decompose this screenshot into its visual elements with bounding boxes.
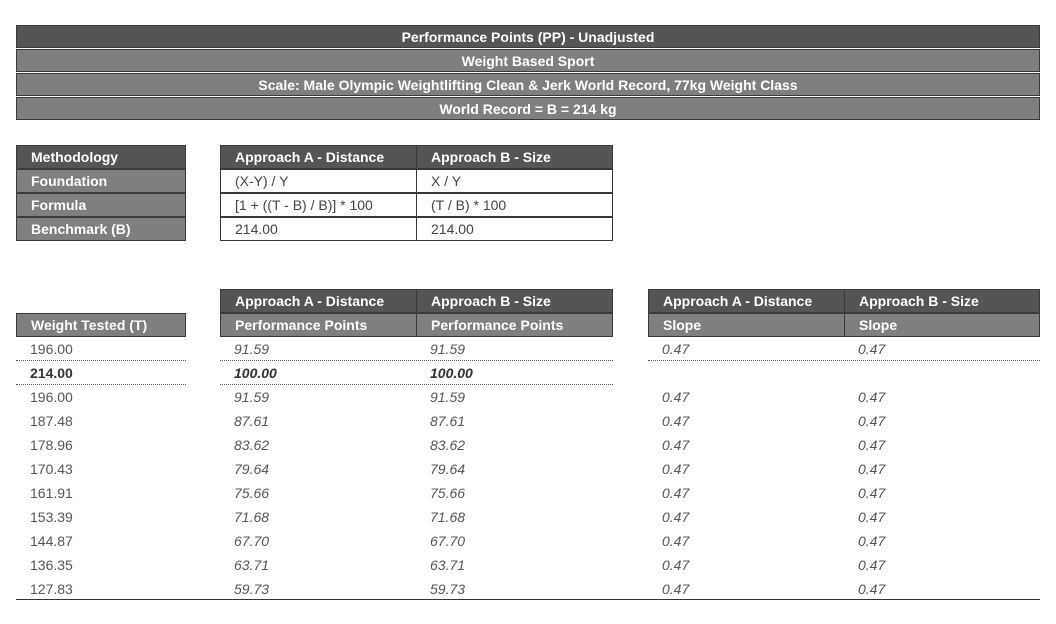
weight-cell: 136.35 xyxy=(30,557,73,573)
weight-cell: 178.96 xyxy=(30,437,73,453)
benchmark-label: Benchmark (B) xyxy=(16,217,186,241)
approach-b-benchmark: 214.00 xyxy=(416,217,613,241)
pp-a-cell: 87.61 xyxy=(234,413,270,429)
table-bottom-border xyxy=(16,599,1040,600)
weight-cell: 161.91 xyxy=(30,485,73,501)
slope-b-cell: 0.47 xyxy=(858,557,886,573)
pp-b-cell: 75.66 xyxy=(430,485,466,501)
row-divider xyxy=(648,360,1040,361)
weight-cell: 153.39 xyxy=(30,509,73,525)
methodology-label: Methodology xyxy=(16,145,186,169)
slope-approach-b-header: Approach B - Size xyxy=(844,289,1040,313)
sport-type-banner: Weight Based Sport xyxy=(16,49,1040,72)
formula-label: Formula xyxy=(16,193,186,217)
pp-a-cell: 59.73 xyxy=(234,581,270,597)
weight-tested-header: Weight Tested (T) xyxy=(16,313,186,337)
slope-b-cell xyxy=(844,361,1040,385)
pp-b-cell: 79.64 xyxy=(430,461,466,477)
world-record-banner: World Record = B = 214 kg xyxy=(16,97,1040,120)
slope-b-cell: 0.47 xyxy=(858,533,886,549)
pp-a-cell: 71.68 xyxy=(234,509,270,525)
pp-approach-a-subheader: Performance Points xyxy=(220,313,417,337)
method-approach-b-header: Approach B - Size xyxy=(416,145,613,169)
pp-a-cell: 83.62 xyxy=(234,437,270,453)
slope-a-cell: 0.47 xyxy=(662,581,690,597)
weight-cell: 144.87 xyxy=(30,533,73,549)
pp-a-cell: 75.66 xyxy=(234,485,270,501)
row-divider xyxy=(220,384,613,385)
pp-a-cell: 67.70 xyxy=(234,533,270,549)
slope-approach-a-subheader: Slope xyxy=(648,313,845,337)
pp-b-cell: 67.70 xyxy=(430,533,466,549)
weight-cell: 196.00 xyxy=(30,341,73,357)
slope-a-cell: 0.47 xyxy=(662,413,690,429)
slope-b-cell: 0.47 xyxy=(858,485,886,501)
approach-b-formula: (T / B) * 100 xyxy=(416,193,613,217)
pp-approach-a-header: Approach A - Distance xyxy=(220,289,417,313)
slope-a-cell: 0.47 xyxy=(662,341,690,357)
slope-b-cell: 0.47 xyxy=(858,341,886,357)
slope-a-cell: 0.47 xyxy=(662,461,690,477)
pp-b-cell: 87.61 xyxy=(430,413,466,429)
approach-b-foundation: X / Y xyxy=(416,169,613,193)
scale-banner: Scale: Male Olympic Weightlifting Clean & Jerk World Record, 77kg Weight Class xyxy=(16,73,1040,96)
slope-approach-a-header: Approach A - Distance xyxy=(648,289,845,313)
slope-a-cell: 0.47 xyxy=(662,533,690,549)
slope-b-cell: 0.47 xyxy=(858,509,886,525)
pp-a-cell: 100.00 xyxy=(234,365,277,381)
pp-a-cell: 79.64 xyxy=(234,461,270,477)
weight-cell: 196.00 xyxy=(30,389,73,405)
row-divider xyxy=(220,360,613,361)
pp-b-cell: 59.73 xyxy=(430,581,466,597)
approach-a-formula: [1 + ((T - B) / B)] * 100 xyxy=(220,193,417,217)
pp-b-cell: 91.59 xyxy=(430,341,466,357)
pp-b-cell: 63.71 xyxy=(430,557,466,573)
slope-a-cell: 0.47 xyxy=(662,557,690,573)
slope-b-cell: 0.47 xyxy=(858,437,886,453)
foundation-label: Foundation xyxy=(16,169,186,193)
slope-a-cell xyxy=(648,361,845,385)
row-divider xyxy=(16,384,186,385)
slope-approach-b-subheader: Slope xyxy=(844,313,1040,337)
slope-a-cell: 0.47 xyxy=(662,485,690,501)
pp-b-cell: 71.68 xyxy=(430,509,466,525)
pp-approach-b-subheader: Performance Points xyxy=(416,313,613,337)
pp-a-cell: 63.71 xyxy=(234,557,270,573)
slope-a-cell: 0.47 xyxy=(662,509,690,525)
slope-b-cell: 0.47 xyxy=(858,413,886,429)
pp-b-cell: 91.59 xyxy=(430,389,466,405)
row-divider xyxy=(16,360,186,361)
slope-a-cell: 0.47 xyxy=(662,389,690,405)
pp-b-cell: 83.62 xyxy=(430,437,466,453)
slope-b-cell: 0.47 xyxy=(858,389,886,405)
approach-a-foundation: (X-Y) / Y xyxy=(220,169,417,193)
method-approach-a-header: Approach A - Distance xyxy=(220,145,417,169)
weight-cell: 214.00 xyxy=(30,365,73,381)
pp-a-cell: 91.59 xyxy=(234,341,270,357)
weight-cell: 187.48 xyxy=(30,413,73,429)
weight-cell: 170.43 xyxy=(30,461,73,477)
pp-approach-b-header: Approach B - Size xyxy=(416,289,613,313)
pp-b-cell: 100.00 xyxy=(430,365,473,381)
slope-b-cell: 0.47 xyxy=(858,581,886,597)
page-title: Performance Points (PP) - Unadjusted xyxy=(16,25,1040,48)
slope-b-cell: 0.47 xyxy=(858,461,886,477)
pp-a-cell: 91.59 xyxy=(234,389,270,405)
approach-a-benchmark: 214.00 xyxy=(220,217,417,241)
slope-a-cell: 0.47 xyxy=(662,437,690,453)
weight-cell: 127.83 xyxy=(30,581,73,597)
